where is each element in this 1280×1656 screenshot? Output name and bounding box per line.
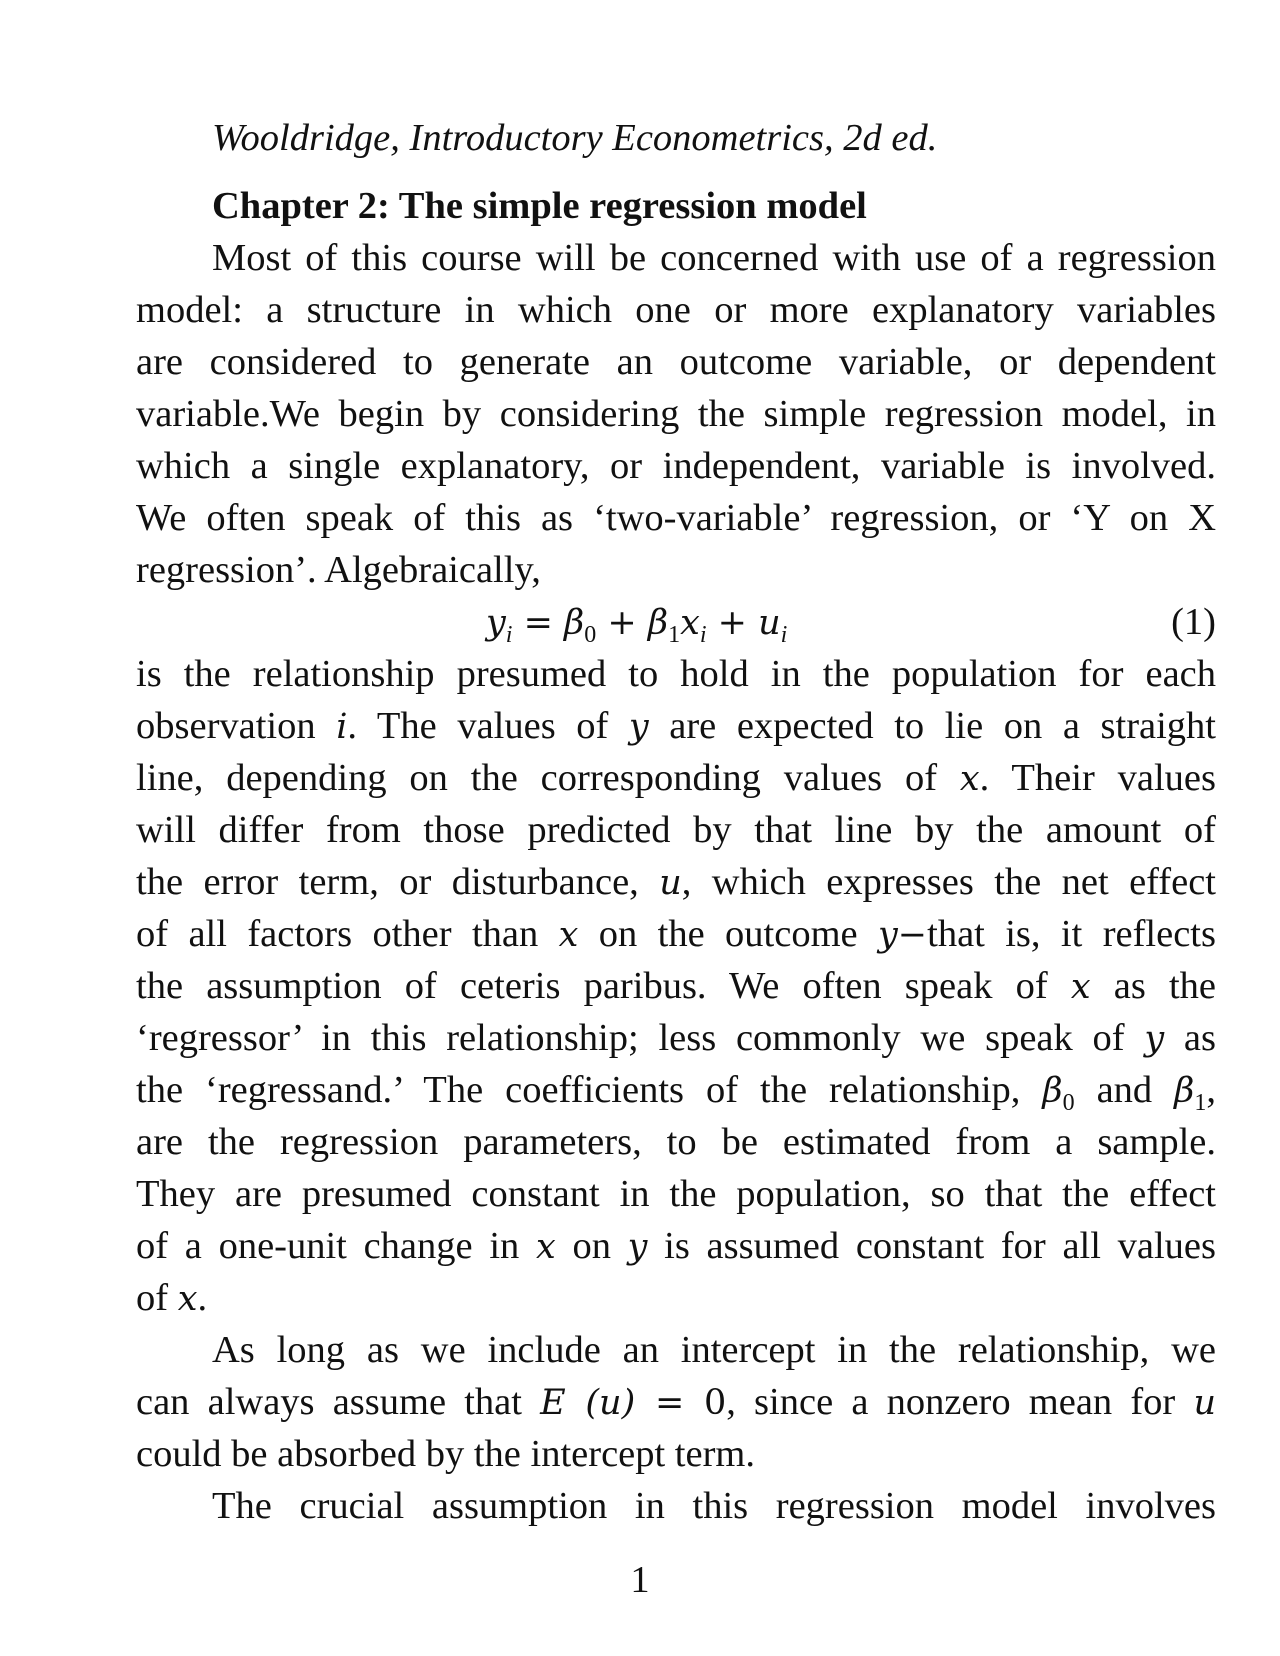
text-line: of x. — [136, 1277, 208, 1319]
equation-1 — [136, 596, 1216, 648]
regression-equation: $y_i = \beta_0 + \beta_1x_i + u_i$ — [486, 603, 788, 648]
text-line: The crucial assumption in this regression model involves — [212, 1485, 1216, 1527]
text-line: Most of this course will be concerned with use of a regression — [212, 237, 1216, 279]
equation-number: (1) — [1171, 601, 1216, 643]
text-line: of all factors other than x on the outcome y−that is, it reflects — [136, 913, 1216, 955]
text-line: will differ from those predicted by that line by the amount of — [136, 809, 1216, 851]
text-line: variable.We begin by considering the simple regression model, in — [136, 393, 1216, 435]
text-line: of a one-unit change in x on y is assumed constant for all values — [136, 1225, 1216, 1267]
paragraph-4 — [136, 1480, 1216, 1532]
book-title: Wooldridge, Introductory Econometrics, 2d ed. — [212, 117, 938, 159]
paragraph-3 — [136, 1324, 1216, 1480]
text-line: could be absorbed by the intercept term. — [136, 1433, 755, 1475]
text-line: ‘regressor’ in this relationship; less commonly we speak of y as — [136, 1017, 1217, 1059]
text-line: are the regression parameters, to be estimated from a sample. — [136, 1121, 1216, 1163]
text-line: which a single explanatory, or independent, variable is involved. — [136, 445, 1216, 487]
text-line: the error term, or disturbance, u, which expresses the net effect — [136, 861, 1216, 903]
text-line: regression’. Algebraically, — [136, 549, 541, 591]
text-line: They are presumed constant in the population, so that the effect — [136, 1173, 1216, 1215]
text-line: are considered to generate an outcome variable, or dependent — [136, 341, 1216, 383]
paragraph-2 — [136, 648, 1216, 1324]
text-line: observation i. The values of y are expected to lie on a straight — [136, 705, 1217, 747]
document-page — [136, 112, 1216, 1532]
page-number: 1 — [630, 1559, 650, 1601]
chapter-title: Chapter 2: The simple regression model — [212, 185, 867, 227]
text-line: As long as we include an intercept in the relationship, we — [212, 1329, 1216, 1371]
paragraph-1 — [136, 232, 1216, 596]
text-line: We often speak of this as ‘two-variable’ regression, or ‘Y on X — [136, 497, 1216, 539]
text-line: is the relationship presumed to hold in the population for each — [136, 653, 1216, 695]
text-line: the ‘regressand.’ The coefficients of the relationship, $\beta_0$ and $\beta_1$, — [136, 1069, 1216, 1116]
text-line: model: a structure in which one or more explanatory variables — [136, 289, 1216, 331]
text-line: can always assume that E (u) = 0, since a nonzero mean for u — [136, 1381, 1216, 1423]
text-line: line, depending on the corresponding values of x. Their values — [136, 757, 1216, 799]
text-line: the assumption of ceteris paribus. We often speak of x as the — [136, 965, 1216, 1007]
